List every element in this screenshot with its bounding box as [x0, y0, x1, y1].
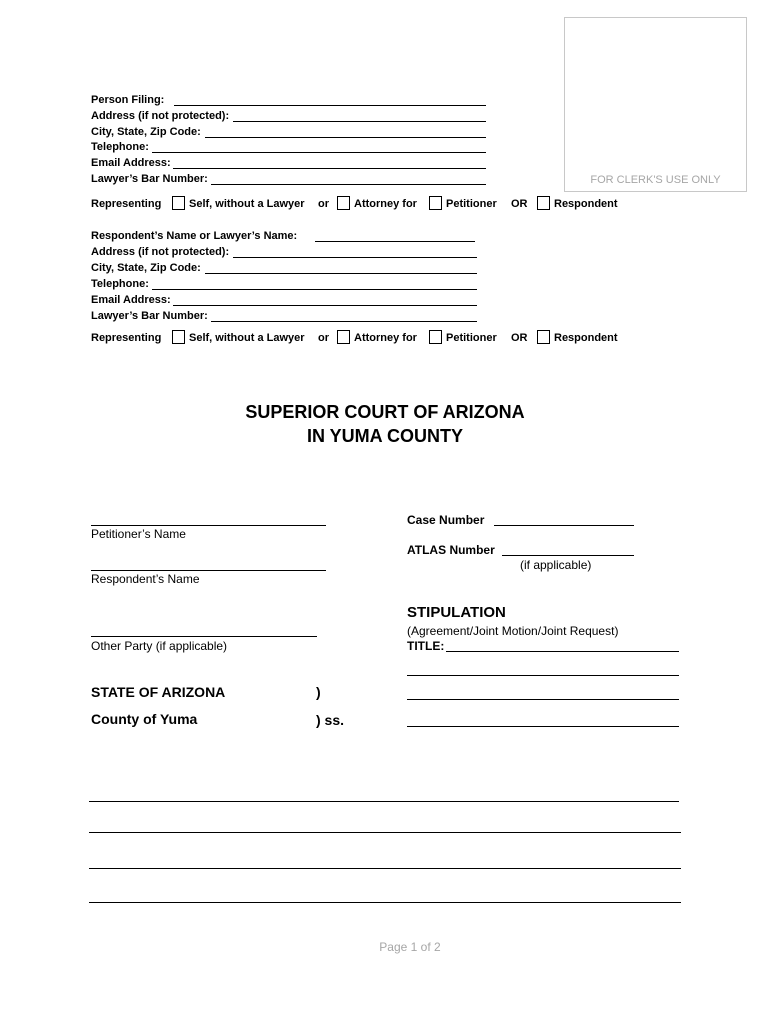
respondent-self-checkbox[interactable]: [172, 330, 185, 344]
petitioner-name-line[interactable]: [91, 525, 326, 526]
clerk-use-box: [564, 17, 747, 192]
filer-email-label: Email Address:: [91, 157, 171, 169]
filer-petitioner-checkbox[interactable]: [429, 196, 442, 210]
person-filing-field[interactable]: [174, 105, 486, 106]
respondent-address-field[interactable]: [233, 257, 477, 258]
respondent-representing-label: Representing: [91, 332, 162, 344]
body-line-3[interactable]: [89, 868, 681, 869]
respondent-or-label: or: [318, 332, 329, 344]
venue-state: STATE OF ARIZONA: [91, 684, 226, 700]
filer-telephone-label: Telephone:: [91, 141, 149, 153]
respondent-address-label: Address (if not protected):: [91, 246, 230, 258]
petitioner-name-label: Petitioner’s Name: [91, 527, 186, 541]
filer-respondent-checkbox[interactable]: [537, 196, 550, 210]
stipulation-subheading: (Agreement/Joint Motion/Joint Request): [407, 624, 619, 638]
venue-ss: ) ss.: [316, 712, 345, 728]
atlas-number-label: ATLAS Number: [407, 543, 495, 557]
filer-city-field[interactable]: [205, 137, 486, 138]
respondent-name-caption: Respondent’s Name: [91, 572, 200, 586]
court-title-line1: SUPERIOR COURT OF ARIZONA: [245, 402, 525, 422]
filer-address-field[interactable]: [233, 121, 486, 122]
atlas-if-applicable: (if applicable): [520, 558, 592, 572]
respondent-self-label: Self, without a Lawyer: [189, 332, 305, 344]
title-line-4[interactable]: [407, 726, 679, 727]
case-number-field[interactable]: [494, 525, 634, 526]
respondent-name-field[interactable]: [315, 241, 475, 242]
filer-or2-label: OR: [511, 198, 528, 210]
respondent-petitioner-label: Petitioner: [446, 332, 497, 344]
filer-telephone-field[interactable]: [152, 152, 486, 153]
other-party-label: Other Party (if applicable): [91, 639, 228, 653]
respondent-city-field[interactable]: [205, 273, 477, 274]
filer-city-label: City, State, Zip Code:: [91, 126, 201, 138]
venue-county: County of Yuma: [91, 711, 198, 727]
title-line-2[interactable]: [407, 675, 679, 676]
title-line-3[interactable]: [407, 699, 679, 700]
filer-attorney-label: Attorney for: [354, 198, 417, 210]
filer-respondent-label: Respondent: [554, 198, 618, 210]
case-number-label: Case Number: [407, 513, 485, 527]
filer-self-checkbox[interactable]: [172, 196, 185, 210]
filer-attorney-checkbox[interactable]: [337, 196, 350, 210]
filer-bar-field[interactable]: [211, 184, 486, 185]
respondent-name-line[interactable]: [91, 570, 326, 571]
respondent-telephone-label: Telephone:: [91, 278, 149, 290]
filer-address-label: Address (if not protected):: [91, 110, 230, 122]
atlas-number-field[interactable]: [502, 555, 634, 556]
filer-representing-label: Representing: [91, 198, 162, 210]
respondent-name-label: Respondent’s Name or Lawyer’s Name:: [91, 230, 298, 242]
respondent-email-field[interactable]: [173, 305, 477, 306]
other-party-line[interactable]: [91, 636, 317, 637]
venue-paren: ): [316, 684, 321, 700]
body-line-4[interactable]: [89, 902, 681, 903]
body-line-2[interactable]: [89, 832, 681, 833]
page-number: Page 1 of 2: [379, 940, 441, 954]
respondent-bar-label: Lawyer’s Bar Number:: [91, 310, 208, 322]
respondent-email-label: Email Address:: [91, 294, 171, 306]
stipulation-heading: STIPULATION: [407, 604, 506, 621]
body-line-1[interactable]: [89, 801, 679, 802]
respondent-respondent-checkbox[interactable]: [537, 330, 550, 344]
court-title-line2: IN YUMA COUNTY: [306, 426, 463, 446]
respondent-city-label: City, State, Zip Code:: [91, 262, 201, 274]
filer-email-field[interactable]: [173, 168, 486, 169]
filer-or-label: or: [318, 198, 329, 210]
respondent-petitioner-checkbox[interactable]: [429, 330, 442, 344]
respondent-attorney-label: Attorney for: [354, 332, 417, 344]
respondent-or2-label: OR: [511, 332, 528, 344]
respondent-bar-field[interactable]: [211, 321, 477, 322]
respondent-attorney-checkbox[interactable]: [337, 330, 350, 344]
title-line-1[interactable]: [446, 651, 679, 652]
person-filing-label: Person Filing:: [91, 94, 165, 106]
respondent-respondent-label: Respondent: [554, 332, 618, 344]
respondent-telephone-field[interactable]: [152, 289, 477, 290]
filer-bar-label: Lawyer’s Bar Number:: [91, 173, 208, 185]
filer-petitioner-label: Petitioner: [446, 198, 497, 210]
clerk-use-label: FOR CLERK'S USE ONLY: [590, 174, 721, 186]
filer-self-label: Self, without a Lawyer: [189, 198, 305, 210]
title-label: TITLE:: [407, 639, 445, 653]
